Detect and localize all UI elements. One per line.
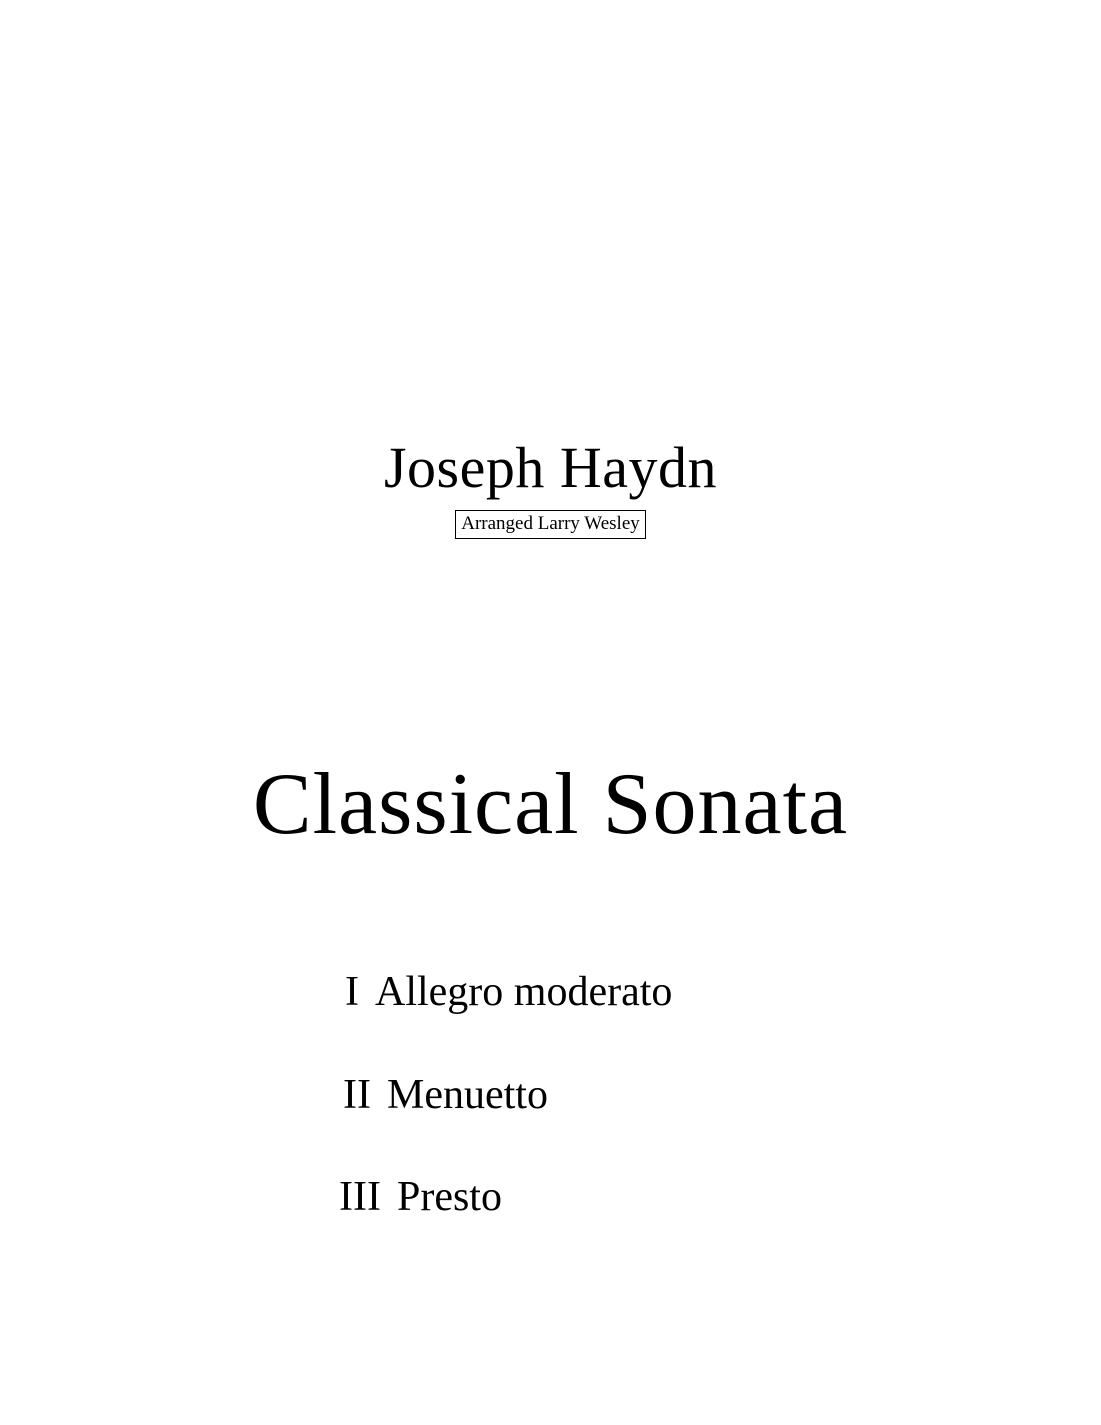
movement-item (345, 968, 672, 1016)
piece-title: Classical Sonata (252, 756, 849, 853)
movement-item (339, 1173, 502, 1221)
arranger-credit: Arranged Larry Wesley (455, 510, 646, 539)
movement-item (343, 1071, 548, 1119)
movement-number: I (345, 969, 359, 1015)
movement-name: Menuetto (386, 1072, 548, 1118)
movement-name: Presto (396, 1174, 502, 1220)
composer-name: Joseph Haydn (383, 435, 717, 500)
movement-name: Allegro moderato (375, 969, 673, 1015)
movement-number: II (343, 1072, 371, 1118)
movement-number: III (339, 1174, 381, 1220)
